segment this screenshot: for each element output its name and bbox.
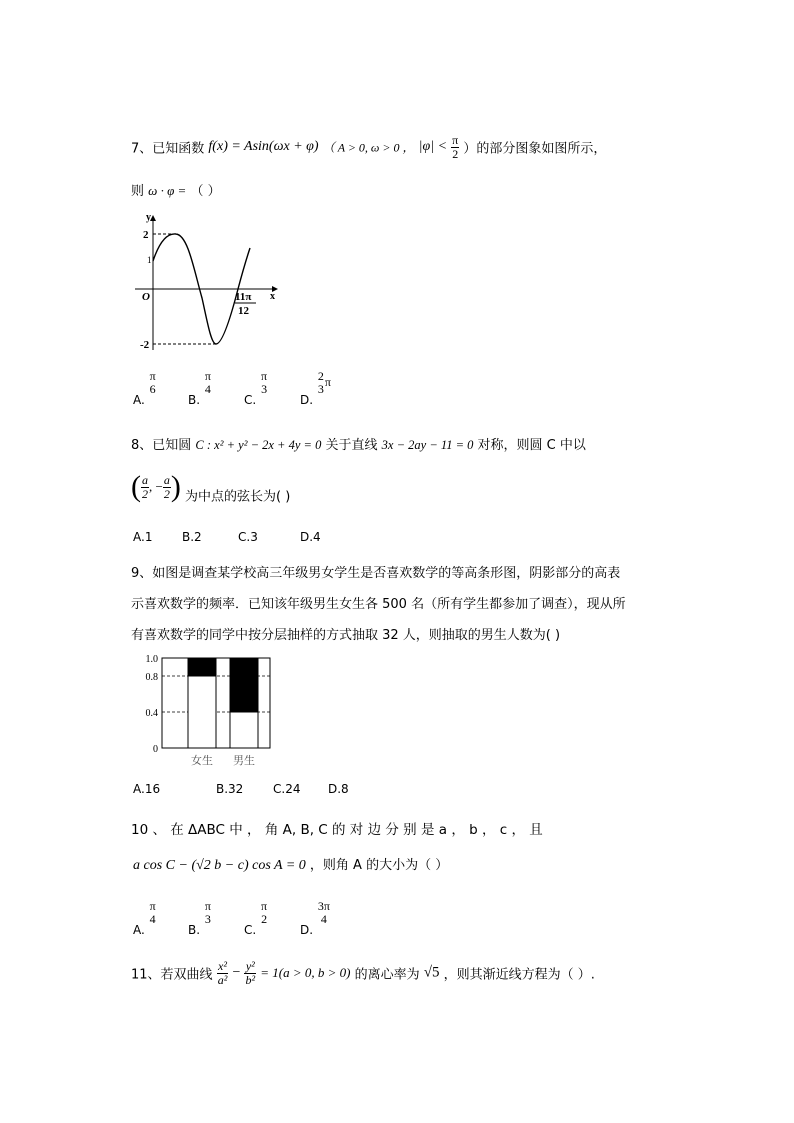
- q9-option-b[interactable]: B.32: [216, 782, 244, 796]
- category-label-1: 男生: [233, 754, 255, 767]
- q7-line1: [131, 134, 606, 160]
- bar-shaded-1: [230, 658, 258, 712]
- q7-option-d[interactable]: D. 2 3 π: [300, 369, 331, 408]
- q7-x-label: x: [270, 291, 275, 302]
- q10-line1: 10 、 在 ΔABC 中 ， 角 A, B, C 的 对 边 分 别 是 a ， b ， c ， 且: [131, 822, 543, 838]
- q7-function: f(x) = Asin(ωx + φ): [208, 139, 319, 155]
- y-tick-label-0: 0: [153, 744, 158, 755]
- y-tick-label-3: 1.0: [145, 654, 158, 665]
- q10-option-c[interactable]: C. π 2: [244, 899, 268, 938]
- q11-rhs: = 1(a > 0, b > 0): [260, 965, 351, 981]
- q7-ymax-label: 2: [143, 229, 149, 241]
- q7-phi-abs: |φ| <: [418, 139, 448, 155]
- q8-option-d[interactable]: D.4: [300, 530, 321, 544]
- q8-tail: 对称，则圆 C 中以: [477, 438, 586, 453]
- q7-line2-prefix: 则: [131, 184, 145, 199]
- q11-line: 11、若双曲线 $\frac{\text{x²}}{\text{a²}}$ − $\frac{\text{y²}}{\text{b²}}$ = 1(a > 0, b > 0) 的离心率为 √5 ，则其渐近线方程为（ ）.: [131, 959, 595, 987]
- q9-bar-chart: [130, 650, 280, 770]
- q8-line1: [131, 434, 586, 453]
- q8-line2: [131, 470, 290, 505]
- q7-line2-paren: （ ）: [190, 184, 221, 199]
- q8-option-c[interactable]: C.3: [238, 530, 258, 544]
- q7-tail: ）的部分图象如图所示，: [463, 141, 607, 157]
- y-tick-label-2: 0.8: [145, 672, 158, 683]
- q10-equation: a cos C − (√2 b − c) cos A = 0: [133, 858, 306, 873]
- q7-option-a[interactable]: A. π 6: [133, 369, 156, 408]
- q10-option-b[interactable]: B. π 3: [188, 899, 211, 938]
- q11-tail: ，则其渐近线方程为（ ）.: [443, 967, 595, 983]
- q10-option-a[interactable]: A. π 4: [133, 899, 156, 938]
- q9-option-a[interactable]: A.16: [133, 782, 161, 796]
- q11-mid: 的离心率为: [354, 967, 420, 983]
- q7-ymin-label: -2: [140, 339, 150, 351]
- q7-line2-expr: ω · φ =: [148, 183, 187, 198]
- q10-option-d[interactable]: D. 3π 4: [300, 899, 330, 938]
- y-tick-label-1: 0.4: [145, 708, 158, 719]
- q8-mid: 关于直线: [325, 438, 378, 453]
- q8-option-b[interactable]: B.2: [182, 530, 202, 544]
- q7-number: 7、已知函数: [131, 141, 205, 157]
- q7-yone-label: 1: [147, 255, 152, 265]
- q7-xlabel-num: 11π: [235, 291, 252, 303]
- q11-sqrt5: √5: [423, 964, 440, 981]
- q10-tail: ，则角 A 的大小为（ ）: [309, 858, 449, 873]
- q7-pi-over-2: $\frac{\pi}{2}$: [452, 133, 459, 161]
- q9-line2: 示喜欢数学的频率．已知该年级男生女生各 500 名（所有学生都参加了调查），现从所: [131, 597, 626, 612]
- bar-shaded-0: [188, 658, 216, 676]
- q7-option-b[interactable]: B. π 4: [188, 369, 211, 408]
- q8-line2-tail: 为中点的弦长为( ): [184, 489, 291, 505]
- q11-x-frac: $\frac{\text{x²}}{\text{a²}}$: [217, 959, 228, 987]
- category-label-0: 女生: [191, 754, 213, 767]
- q9-option-c[interactable]: C.24: [273, 782, 301, 796]
- q7-y-label: y: [146, 212, 151, 223]
- q8-circle-eq: C : x² + y² − 2x + 4y = 0: [195, 438, 322, 452]
- q7-line2: [131, 180, 221, 199]
- q7-xlabel-den: 12: [238, 305, 249, 317]
- q11-y-frac: $\frac{\text{y²}}{\text{b²}}$: [245, 959, 256, 987]
- q9-option-d[interactable]: D.8: [328, 782, 349, 796]
- q7-sine-graph: [130, 210, 290, 360]
- q7-condition: （ A > 0, ω > 0 ，: [322, 140, 415, 155]
- q9-line1: 9、如图是调查某学校高三年级男女学生是否喜欢数学的等高条形图，阴影部分的高表: [131, 566, 621, 581]
- q8-midpoint: ( $\frac{a}{2}$ , − $\frac{a}{2}$ ): [131, 470, 181, 503]
- q7-origin-label: O: [142, 291, 150, 303]
- q8-number: 8、已知圆: [131, 438, 192, 453]
- q8-option-a[interactable]: A.1: [133, 530, 153, 544]
- q8-line-eq: 3x − 2ay − 11 = 0: [381, 438, 474, 452]
- q7-option-c[interactable]: C. π 3: [244, 369, 268, 408]
- q9-line3: 有喜欢数学的同学中按分层抽样的方式抽取 32 人，则抽取的男生人数为( ): [131, 628, 561, 643]
- q11-number: 11、若双曲线: [131, 967, 213, 983]
- q10-line2: [133, 854, 448, 874]
